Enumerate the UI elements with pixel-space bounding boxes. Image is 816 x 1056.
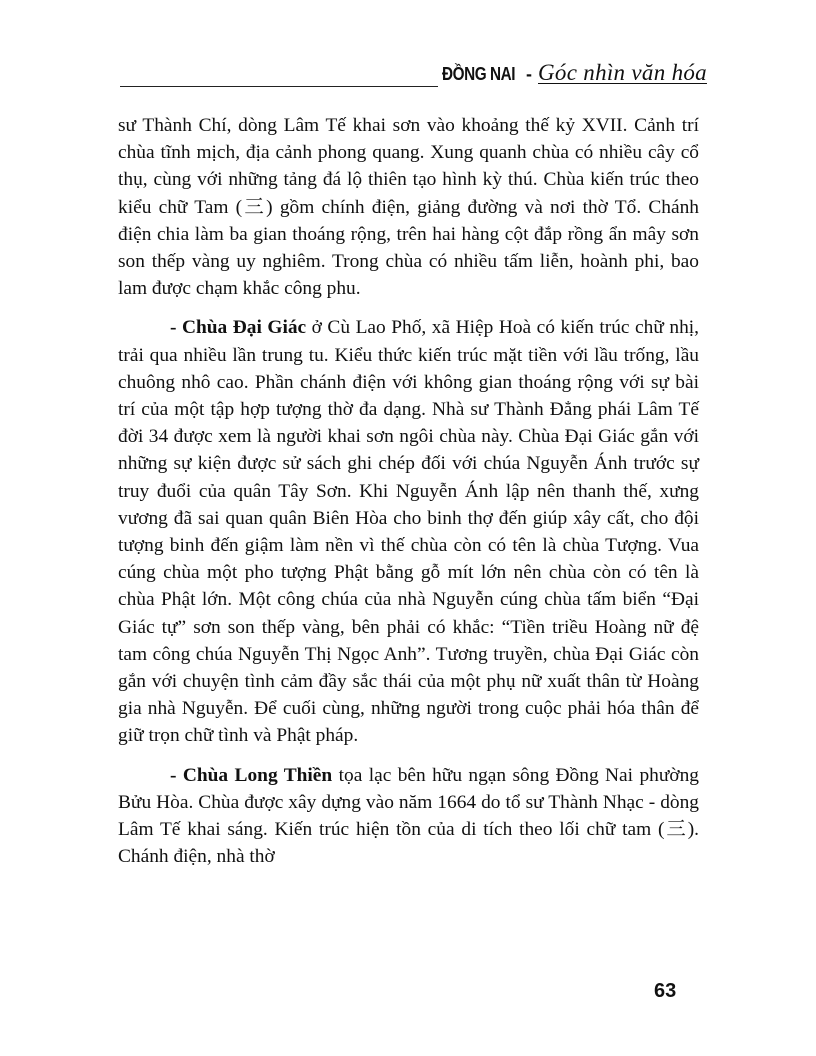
- paragraph-3: [118, 762, 699, 871]
- page-number: 63: [654, 980, 677, 1002]
- paragraph-1-text: sư Thành Chí, dòng Lâm Tế khai sơn vào khoảng thế kỷ XVII. Cảnh trí chùa tĩnh mịch, địa cảnh phong quang. Xung quanh chùa có nhiều cây cổ thụ, cùng với những tảng đá lộ thiên tạo hình kỳ thú. Chùa kiến trúc theo kiểu chữ Tam (三) gồm chính điện, giảng đường và nơi thờ Tổ. Chánh điện chia làm ba gian thoáng rộng, trên hai hàng cột đắp rồng ẩn mây sơn son thếp vàng uy nghiêm. Trong chùa có nhiều tấm liễn, hoành phi, bao lam được chạm khắc công phu.: [118, 115, 699, 300]
- header-title: [442, 60, 707, 86]
- header-title-script: Góc nhìn văn hóa: [538, 60, 707, 85]
- paragraph-2-text: ở Cù Lao Phố, xã Hiệp Hoà có kiến trúc chữ nhị, trải qua nhiều lần trung tu. Kiểu thức kiến trúc mặt tiền với lầu trống, lầu chuông nhô cao. Phần chánh điện với không gian thoáng rộng với sự bài trí của một tập hợp tượng thờ đa dạng. Nhà sư Thành Đẳng phái Lâm Tế đời 34 được xem là người khai sơn ngôi chùa này. Chùa Đại Giác gắn với những sự kiện được sử sách ghi chép đối với chúa Nguyễn Ánh trước sự truy đuổi của quân Tây Sơn. Khi Nguyễn Ánh lập nên thanh thế, xưng vương đã sai quan quân Biên Hòa cho binh thợ đến giúp xây cất, cho đội tượng binh đến giậm làm nền vì thế chùa còn có tên là chùa Tượng. Vua cúng chùa một pho tượng Phật bằng gỗ mít lớn nên chùa còn có tên là chùa Phật lớn. Một công chúa của nhà Nguyễn cúng chùa tấm biển “Đại Giác tự” sơn son thếp vàng, bên phải có khắc: “Tiền triều Hoàng nữ đệ tam công chúa Nguyễn Thị Ngọc Anh”. Tương truyền, chùa Đại Giác còn gắn với chuyện tình cảm đầy sắc thái của một phụ nữ xuất thân từ Hoàng gia nhà Nguyễn. Để cuối cùng, những người trong cuộc phải hóa thân để giữ trọn chữ tình và Phật pháp.: [118, 317, 699, 747]
- paragraph-3-heading: - Chùa Long Thiền: [170, 764, 333, 786]
- page-body: [118, 112, 699, 882]
- header-rule: [120, 86, 438, 87]
- paragraph-1: [118, 112, 699, 302]
- header-title-bold: ĐỒNG NAI: [442, 64, 516, 84]
- paragraph-2-heading: - Chùa Đại Giác: [170, 317, 307, 339]
- paragraph-2: [118, 314, 699, 749]
- paragraph-3-text: tọa lạc bên hữu ngạn sông Đồng Nai phường Bửu Hòa. Chùa được xây dựng vào năm 1664 do tổ sư Thành Nhạc - dòng Lâm Tế khai sáng. Kiến trúc hiện tồn của di tích theo lối chữ tam (三). Chánh điện, nhà thờ: [118, 764, 699, 868]
- header-separator: -: [526, 64, 532, 84]
- running-header: [120, 52, 707, 92]
